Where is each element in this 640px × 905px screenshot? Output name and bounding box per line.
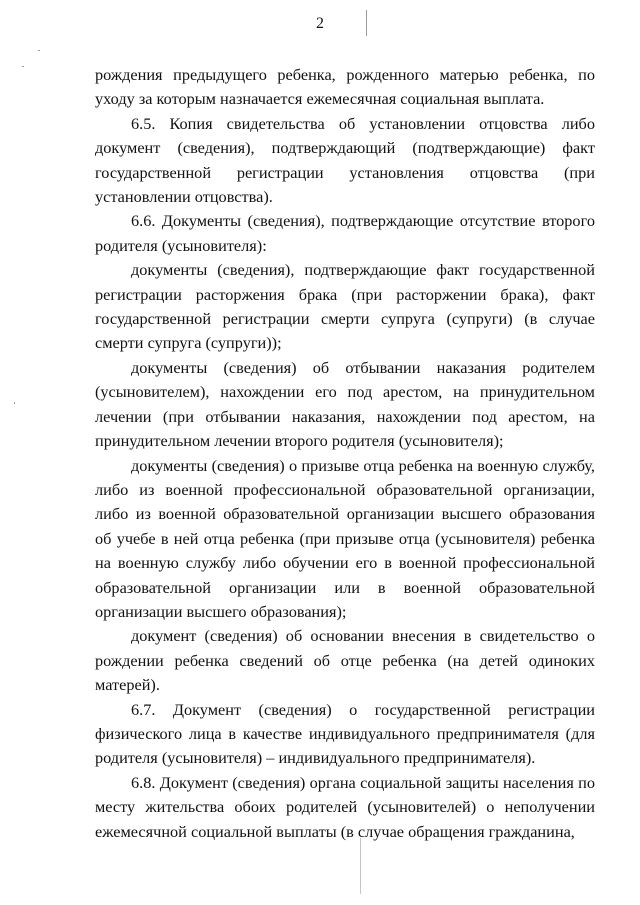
scan-mark-bottom [360,838,361,894]
paragraph-divorce-death-docs: документы (сведения), подтверждающие факт государственной регистрации расторжения брака (при расторжении брака), факт государственной регистрации смерти супруга (супруги) (в случае смерти супруга (супруги)); [95,260,595,353]
page-number: 2 [316,15,324,32]
paragraph-6-7: 6.7. Документ (сведения) о государственной регистрации физического лица в качестве индивидуального предпринимателя (для родителя (усыновителя) – индивидуального предпринимателя). [95,699,595,768]
paragraph-6-8: 6.8. Документ (сведения) органа социальной защиты населения по месту жительства обоих родителей (усыновителей) о неполучении ежемесячной социальной выплаты (в случае обращения гражданина, [95,772,595,841]
paragraph-sentence-docs: документы (сведения) об отбывании наказания родителем (усыновителем), нахождении его под арестом, на принудительном лечении (при отбывании наказания, нахождении под арестом, на принудительном лечении второго родителя (усыновителя); [95,357,595,451]
scan-dot-left-2 [22,66,24,67]
paragraph-continuation: рождения предыдущего ребенка, рожденного матерью ребенка, по уходу за которым назначается ежемесячная социальная выплата. [95,65,595,109]
paragraph-6-5: 6.5. Копия свидетельства об установлении отцовства либо документ (сведения), подтверждающий (подтверждающие) факт государственной регистрации установления отцовства (при установлении отцовства). [95,113,595,207]
scan-dot-left-1 [38,50,40,51]
scan-dot-left-3 [14,402,15,404]
paragraph-single-mother-docs: документ (сведения) об основании внесения в свидетельство о рождении ребенка сведений об отце ребенка (на детей одиноких матерей). [95,626,595,695]
scan-mark-top [366,10,367,36]
document-body [95,63,595,844]
paragraph-military-docs: документы (сведения) о призыве отца ребенка на военную службу, либо из военной профессиональной образовательной организации, либо из военной образовательной организации высшего образования об учебе в ней отца ребенка (при призыве отца (усыновителя) ребенка на военную службу либо обучении его в военной профессиональной образовательной организации или в военной образовательной организации высшего образования); [95,455,595,621]
paragraph-6-6: 6.6. Документы (сведения), подтверждающие отсутствие второго родителя (усыновителя): [95,211,595,255]
